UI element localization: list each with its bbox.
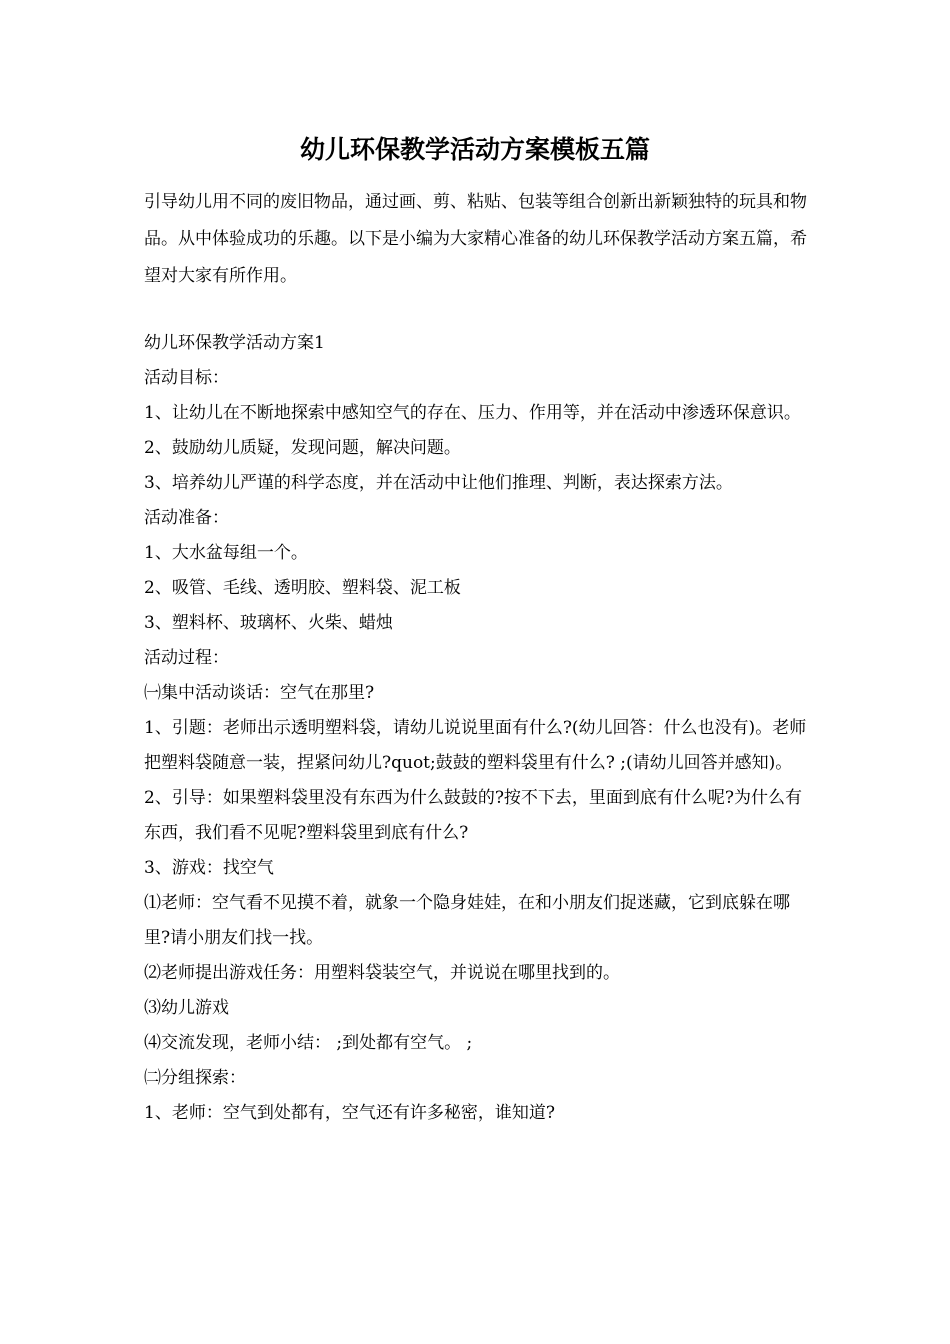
paragraph: ㈡分组探索： — [144, 1068, 246, 1088]
paragraph: 2、吸管、毛线、透明胶、塑料袋、泥工板 — [144, 578, 461, 598]
paragraph: 1、让幼儿在不断地探索中感知空气的存在、压力、作用等，并在活动中渗透环保意识。 — [144, 403, 801, 423]
paragraph: ⑵老师提出游戏任务：用塑料袋装空气，并说说在哪里找到的。 — [144, 963, 620, 983]
paragraph: 1、大水盆每组一个。 — [144, 543, 308, 563]
subheading-preparation: 活动准备： — [144, 508, 229, 528]
paragraph: 3、培养幼儿严谨的科学态度，并在活动中让他们推理、判断，表达探索方法。 — [144, 473, 733, 493]
paragraph: ⑴老师：空气看不见摸不着，就象一个隐身娃娃，在和小朋友们捉迷藏，它到底躲在哪里?请小朋友们找一找。 — [144, 893, 790, 948]
intro-paragraph: 引导幼儿用不同的废旧物品，通过画、剪、粘贴、包装等组合创新出新颖独特的玩具和物品。从中体验成功的乐趣。以下是小编为大家精心准备的幼儿环保教学活动方案五篇，希望对大家有所作用。 — [144, 192, 807, 286]
paragraph: 3、游戏：找空气 — [144, 858, 274, 878]
document-title: 幼儿环保教学活动方案模板五篇 — [299, 135, 650, 164]
paragraph: ㈠集中活动谈话：空气在那里? — [144, 683, 375, 703]
paragraph: 2、鼓励幼儿质疑，发现问题，解决问题。 — [144, 438, 461, 458]
section-heading: 幼儿环保教学活动方案1 — [144, 333, 325, 353]
paragraph: ⑶幼儿游戏 — [144, 998, 229, 1018]
subheading-process: 活动过程： — [144, 648, 229, 668]
paragraph: ⑷交流发现，老师小结： ;到处都有空气。 ; — [144, 1033, 473, 1053]
paragraph: 3、塑料杯、玻璃杯、火柴、蜡烛 — [144, 613, 393, 633]
document-body — [144, 326, 810, 1131]
paragraph: 1、引题：老师出示透明塑料袋，请幼儿说说里面有什么?(幼儿回答：什么也没有)。老师把塑料袋随意一装，捏紧问幼儿?quot;鼓鼓的塑料袋里有什么? ;(请幼儿回答并感知)。 — [144, 718, 807, 773]
paragraph: 1、老师：空气到处都有，空气还有许多秘密，谁知道? — [144, 1103, 555, 1123]
subheading-goals: 活动目标： — [144, 368, 229, 388]
paragraph: 2、引导：如果塑料袋里没有东西为什么鼓鼓的?按不下去，里面到底有什么呢?为什么有东西，我们看不见呢?塑料袋里到底有什么? — [144, 788, 803, 843]
